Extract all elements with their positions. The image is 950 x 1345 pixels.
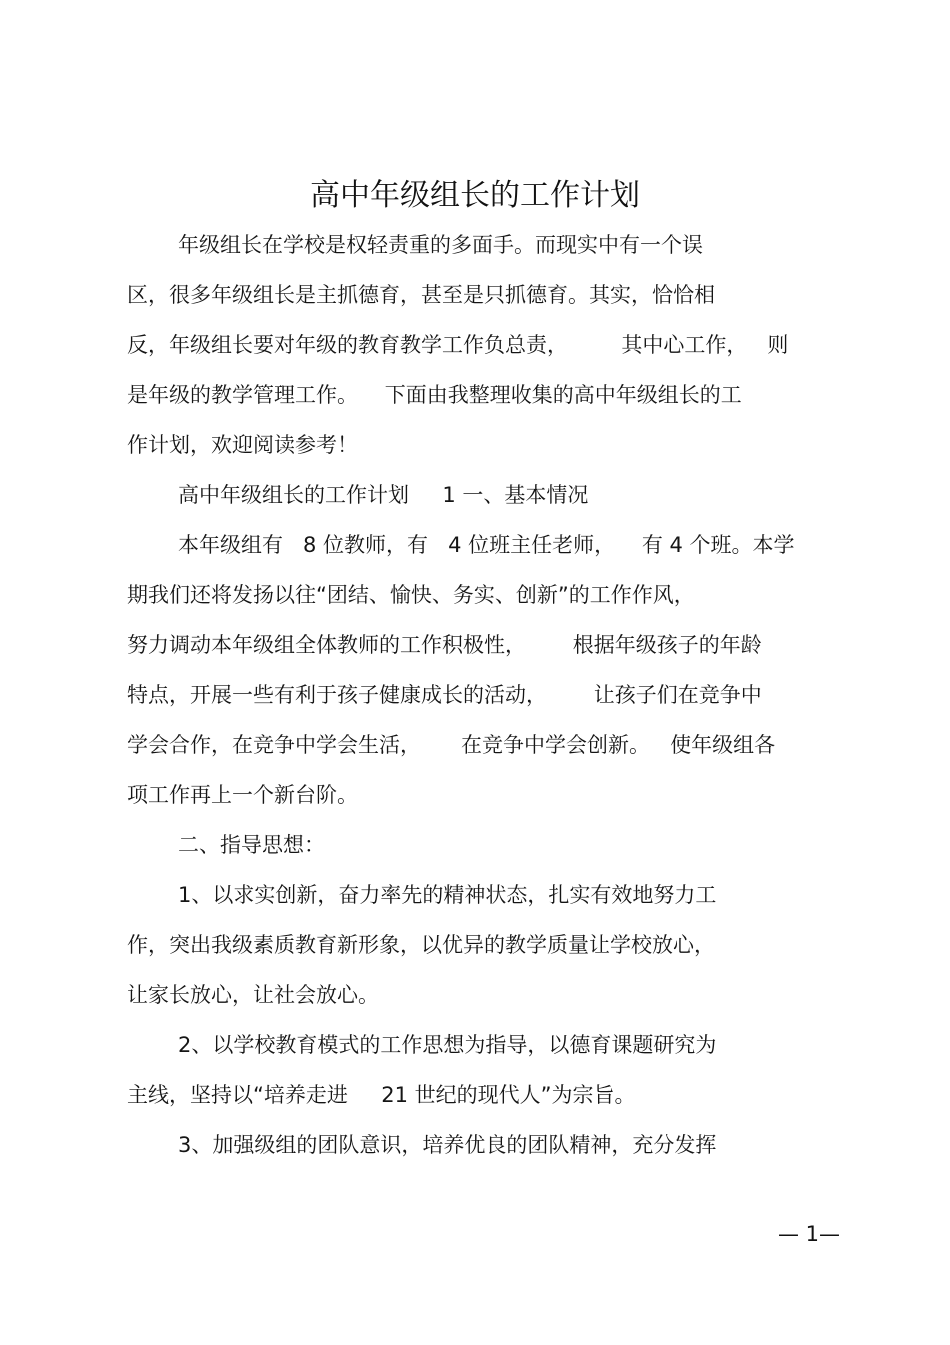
paragraph-line: 2、以学校教育模式的工作思想为指导，以德育课题研究为 bbox=[178, 1033, 717, 1057]
paragraph-line: 作计划，欢迎阅读参考！ bbox=[127, 433, 358, 457]
paragraph-line: 反，年级组长要对年级的教育教学工作负总责， 其中心工作， 则 bbox=[127, 333, 789, 357]
section-heading: 高中年级组长的工作计划 1 一、基本情况 bbox=[178, 483, 589, 507]
document-title: 高中年级组长的工作计划 bbox=[310, 178, 640, 213]
paragraph-line: 是年级的教学管理工作。 下面由我整理收集的高中年级组长的工 bbox=[127, 383, 742, 407]
section-heading: 二、指导思想： bbox=[178, 833, 325, 857]
paragraph-line: 作，突出我级素质教育新形象，以优异的教学质量让学校放心， bbox=[127, 933, 715, 957]
paragraph-line: 期我们还将发扬以往“团结、愉快、务实、创新”的工作作风， bbox=[127, 583, 695, 607]
paragraph-line: 主线，坚持以“培养走进 21 世纪的现代人”为宗旨。 bbox=[127, 1083, 636, 1107]
paragraph-line: 3、加强级组的团队意识，培养优良的团队精神，充分发挥 bbox=[178, 1133, 717, 1157]
paragraph-line: 区，很多年级组长是主抓德育，甚至是只抓德育。其实，恰恰相 bbox=[127, 283, 715, 307]
page-number: — 1— bbox=[778, 1222, 841, 1246]
paragraph-line: 1、以求实创新，奋力率先的精神状态，扎实有效地努力工 bbox=[178, 883, 717, 907]
paragraph-line: 项工作再上一个新台阶。 bbox=[127, 783, 358, 807]
paragraph-line: 努力调动本年级组全体教师的工作积极性， 根据年级孩子的年龄 bbox=[127, 633, 762, 657]
paragraph-line: 特点，开展一些有利于孩子健康成长的活动， 让孩子们在竞争中 bbox=[127, 683, 762, 707]
paragraph-line: 学会合作，在竞争中学会生活， 在竞争中学会创新。 使年级组各 bbox=[127, 733, 776, 757]
paragraph-line: 本年级组有 8 位教师，有 4 位班主任老师， 有 4 个班。本学 bbox=[178, 533, 795, 557]
paragraph-line: 年级组长在学校是权轻责重的多面手。而现实中有一个误 bbox=[178, 233, 703, 257]
paragraph-line: 让家长放心，让社会放心。 bbox=[127, 983, 379, 1007]
